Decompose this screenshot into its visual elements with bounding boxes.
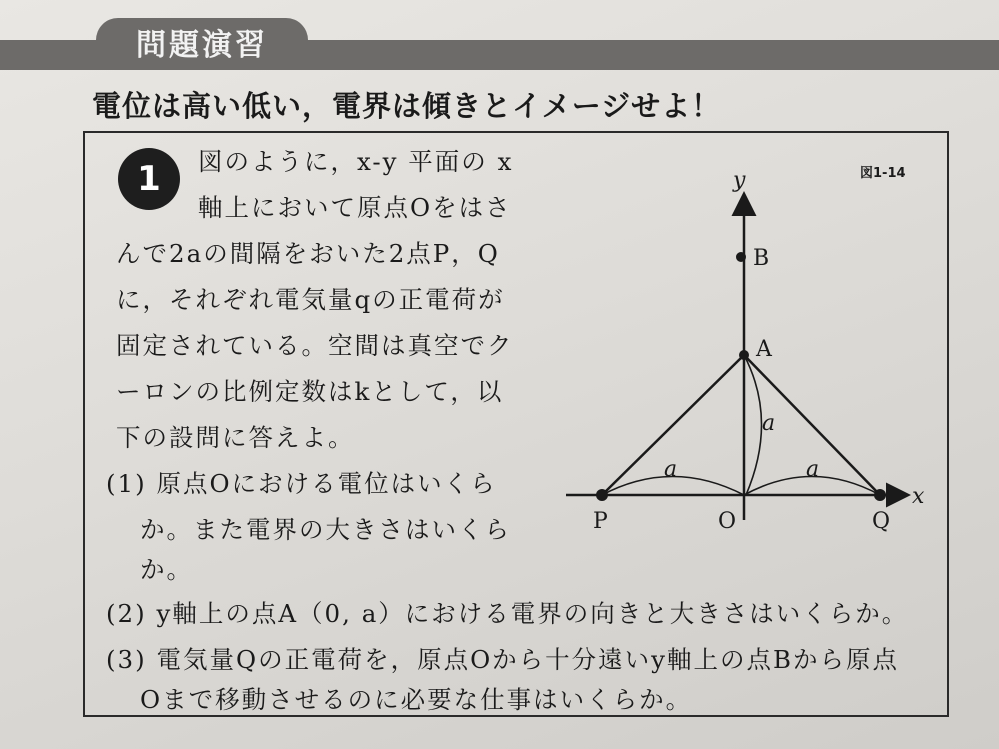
question-3-line-1: (3) 電気量Qの正電荷を，原点Oから十分遠いy軸上の点Bから原点	[106, 645, 900, 674]
problem-text-line-1: 図のように，x-y 平面の x	[198, 147, 514, 176]
problem-text-line-3: んで2aの間隔をおいた2点P，Q	[116, 239, 500, 268]
point-B-label: B	[753, 246, 770, 271]
problem-number-badge: 1	[118, 148, 180, 210]
distance-arc-OA	[744, 355, 762, 495]
figure-label: 図1-14	[860, 166, 906, 181]
problem-text-line-2: 軸上において原点Oをはさ	[198, 193, 512, 222]
distance-label-PO: a	[664, 457, 678, 482]
electric-field-figure	[540, 160, 940, 545]
point-A-dot	[739, 350, 749, 360]
x-axis-label: x	[912, 484, 925, 509]
charge-Q-dot	[874, 489, 886, 501]
y-axis-label: y	[733, 168, 746, 193]
point-Q-label: Q	[872, 509, 891, 534]
section-title: 問題演習	[136, 28, 268, 63]
problem-text-line-5: 固定されている。空間は真空でク	[116, 331, 514, 360]
point-P-label: P	[593, 509, 608, 534]
point-B-dot	[736, 252, 746, 262]
question-1-line-3: か。	[140, 555, 193, 584]
question-2: (2) y軸上の点A（0, a）における電界の向きと大きさはいくらか。	[106, 599, 909, 628]
problem-text-line-6: ーロンの比例定数はkとして，以	[116, 377, 504, 406]
question-1-line-1: (1) 原点Oにおける電位はいくら	[106, 469, 497, 498]
headline: 電位は高い低い，電界は傾きとイメージせよ！	[92, 89, 722, 123]
distance-label-OQ: a	[806, 457, 820, 482]
point-A-label: A	[756, 337, 772, 362]
problem-text-line-7: 下の設問に答えよ。	[116, 423, 355, 452]
distance-label-OA: a	[762, 411, 776, 436]
question-1-line-2: か。また電界の大きさはいくら	[140, 515, 511, 544]
charge-P-dot	[596, 489, 608, 501]
problem-text-line-4: に，それぞれ電気量qの正電荷が	[116, 285, 505, 314]
origin-O-label: O	[718, 509, 737, 534]
question-3-line-2: Oまで移動させるのに必要な仕事はいくらか。	[140, 685, 693, 714]
